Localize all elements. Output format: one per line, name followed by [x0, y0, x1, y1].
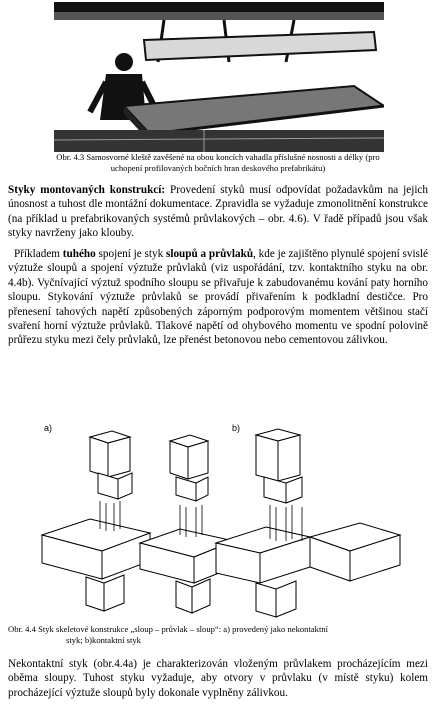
paragraph-text: , kde je zajištěno plynulé spojení svislé výztuže sloupů a spojení výztuže průvlaků (viz uspořádání, tzv. kontaktního styku na obr. 4.4b). Vyčnívající výztuž spodního sloupu se přivařuje k zabudovanému kování paty horního sloupu. Stykování výztuže průvlaků se provádí přivařením k podkladní destičce. Pro přenesení tahových napětí způsobených záporným podporovým momentem většinou stačí svaření horní výztuže průvlaků. Tlakové napětí od ohybového momentu ve spodní polovině průřezu styku mezi čely průvlaků, lze přenést betonovou nebo cementovou zálivkou.	[8, 248, 428, 347]
paragraph-tuhe-spojeni	[8, 247, 428, 348]
bold-term: tuhého	[62, 248, 96, 260]
paragraph-text: Příkladem	[14, 248, 63, 260]
paragraph-text: spojení je styk	[95, 248, 166, 260]
paragraph-styky	[8, 183, 428, 241]
label-a: a)	[44, 423, 53, 433]
bold-term: sloupů a průvlaků	[165, 248, 254, 260]
caption-line: uchopení profilovaných bočních hran deskového prefabrikátu)	[110, 163, 326, 173]
figure-4-4-caption	[8, 624, 428, 646]
paragraph-nekontaktni-styk: Nekontaktní styk (obr.4.4a) je charakterizován vloženým průvlakem procházejícím mezi oběma sloupy. Tuhost styku vyžaduje, aby otvory v průvlaku (v místě styku) kolem procházející výztuže sloupů byly dokonale vyplněny zálivkou.	[8, 658, 428, 699]
paragraph-text: Provedení styků musí odpovídat požadavkům na jejich únosnost a tuhost dle montážní dokumentace. Zpravidla se vyžaduje zmonolitnění konstrukce (na příklad u prefabrikovaných systémů průvlakových – obr. 4.6). V řadě případů jsou však styky navrženy jako klouby.	[8, 184, 428, 240]
figure-4-3-photo	[54, 2, 384, 152]
figure-4-4-drawing	[20, 415, 420, 620]
caption-line: styk; b)kontaktní styk	[66, 635, 141, 645]
caption-line: Obr. 4.3 Samosvorné kleště zavěšené na obou koncích vahadla příslušné nosnosti a délky (pro	[56, 152, 380, 162]
label-b: b)	[232, 423, 241, 433]
caption-line: Obr. 4.4 Styk skeletové konstrukce „sloup – průvlak – sloup“: a) provedený jako nekontaktní	[8, 624, 329, 634]
paragraph-lead: Styky montovaných konstrukcí:	[8, 184, 166, 196]
figure-4-3-caption	[18, 152, 418, 174]
